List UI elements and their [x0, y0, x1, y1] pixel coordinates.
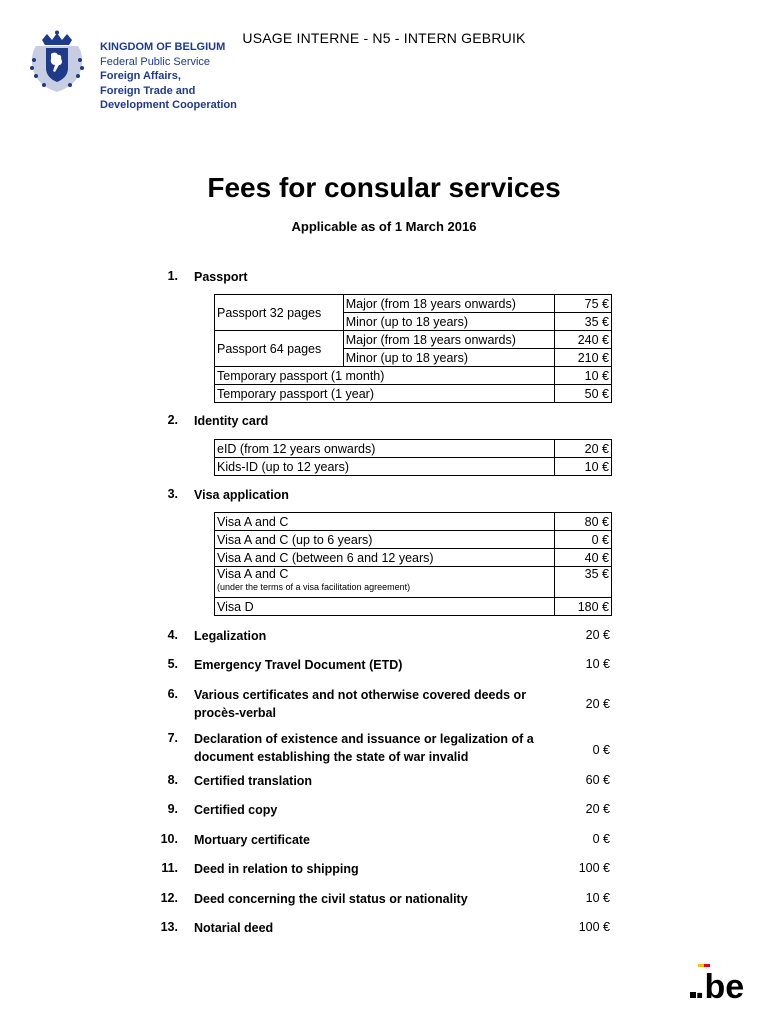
table-cell: [215, 567, 555, 598]
belgium-coat-of-arms-logo: [22, 30, 92, 94]
table-cell: Minor (up to 18 years): [343, 349, 555, 367]
table-cell: Temporary passport (1 month): [215, 367, 555, 385]
table-row: [215, 367, 612, 385]
visa-note: (under the terms of a visa facilitation agreement): [217, 582, 411, 592]
table-cell: Major (from 18 years onwards): [343, 295, 555, 313]
table-cell: Major (from 18 years onwards): [343, 331, 555, 349]
item-fee: 20 €: [585, 802, 610, 816]
table-cell: Kids-ID (up to 12 years): [215, 458, 555, 476]
section-label-identity-card: Identity card: [194, 414, 269, 428]
org-line: KINGDOM OF BELGIUM: [100, 41, 226, 53]
item-fee: 100 €: [578, 861, 610, 875]
visa-fees-table: [214, 512, 612, 616]
document-title: Fees for consular services: [207, 172, 561, 203]
item-number: 13.: [160, 920, 178, 934]
section-label-visa-application: Visa application: [194, 488, 289, 502]
item-number: 7.: [167, 731, 178, 745]
table-cell: Visa A and C (between 6 and 12 years): [215, 549, 555, 567]
be-accent-red: [704, 964, 710, 967]
item-number: 5.: [167, 657, 178, 671]
item-fee: 20 €: [585, 697, 610, 711]
item-number: 9.: [167, 802, 178, 816]
table-cell: Visa A and C (up to 6 years): [215, 531, 555, 549]
item-label: Certified translation: [194, 774, 313, 788]
table-cell: Visa A and C: [215, 513, 555, 531]
org-line: Foreign Affairs,: [100, 70, 181, 82]
table-row: [215, 458, 612, 476]
table-row: [215, 295, 612, 313]
item-label: Mortuary certificate: [194, 833, 311, 847]
table-row: [215, 598, 612, 616]
fee-cell: 10 €: [555, 458, 612, 476]
be-logo: [690, 962, 750, 1002]
item-fee: 0 €: [592, 743, 610, 757]
item-fee: 10 €: [585, 657, 610, 671]
item-number: 12.: [160, 891, 178, 905]
table-cell: Passport 32 pages: [215, 295, 344, 331]
org-line: Development Cooperation: [100, 99, 237, 111]
item-fee: 0 €: [592, 832, 610, 846]
table-row: [215, 531, 612, 549]
fee-cell: 180 €: [555, 598, 612, 616]
item-label: Legalization: [194, 629, 267, 643]
section-number: 1.: [167, 269, 178, 283]
fee-cell: 35 €: [555, 567, 612, 598]
item-number: 6.: [167, 687, 178, 701]
item-label: Deed concerning the civil status or nationality: [194, 892, 468, 906]
item-label: Emergency Travel Document (ETD): [194, 658, 403, 672]
document-subtitle: Applicable as of 1 March 2016: [291, 219, 477, 234]
identity-card-fees-table: [214, 439, 612, 476]
be-text: .be: [695, 968, 745, 1002]
fee-cell: 75 €: [555, 295, 612, 313]
item-label: Notarial deed: [194, 921, 274, 935]
item-number: 11.: [161, 861, 178, 875]
table-row: [215, 567, 612, 598]
item-fee: 100 €: [578, 920, 610, 934]
org-line: Federal Public Service: [100, 55, 211, 68]
fee-cell: 50 €: [555, 385, 612, 403]
item-label: Various certificates and not otherwise covered deeds or procès-verbal: [194, 688, 527, 720]
classification-label: USAGE INTERNE - N5 - INTERN GEBRUIK: [242, 30, 526, 46]
item-label: Certified copy: [194, 803, 278, 817]
fee-cell: 210 €: [555, 349, 612, 367]
organization-name: [100, 40, 237, 113]
item-number: 10.: [160, 832, 178, 846]
table-row: [215, 331, 612, 349]
passport-fees-table: [214, 294, 612, 403]
org-line: Foreign Trade and: [100, 84, 196, 97]
fee-cell: 40 €: [555, 549, 612, 567]
fee-cell: 240 €: [555, 331, 612, 349]
item-label: Declaration of existence and issuance or legalization of a document establishing the state of war invalid: [194, 732, 534, 764]
table-row: [215, 549, 612, 567]
item-number: 4.: [167, 628, 178, 642]
visa-label: Visa A and C: [217, 567, 289, 581]
section-number: 2.: [167, 413, 178, 427]
item-fee: 10 €: [585, 891, 610, 905]
item-fee: 60 €: [585, 773, 610, 787]
section-number: 3.: [167, 487, 178, 501]
fee-cell: 0 €: [555, 531, 612, 549]
table-cell: Passport 64 pages: [215, 331, 344, 367]
table-row: [215, 440, 612, 458]
fee-cell: 10 €: [555, 367, 612, 385]
item-fee: 20 €: [585, 628, 610, 642]
table-cell: eID (from 12 years onwards): [215, 440, 555, 458]
be-accent-yellow: [698, 964, 704, 967]
table-cell: Minor (up to 18 years): [343, 313, 555, 331]
table-cell: Visa D: [215, 598, 555, 616]
section-label-passport: Passport: [194, 270, 248, 284]
fee-cell: 35 €: [555, 313, 612, 331]
fee-cell: 80 €: [555, 513, 612, 531]
fee-cell: 20 €: [555, 440, 612, 458]
item-number: 8.: [167, 773, 178, 787]
table-row: [215, 385, 612, 403]
table-row: [215, 513, 612, 531]
item-label: Deed in relation to shipping: [194, 862, 359, 876]
table-cell: Temporary passport (1 year): [215, 385, 555, 403]
